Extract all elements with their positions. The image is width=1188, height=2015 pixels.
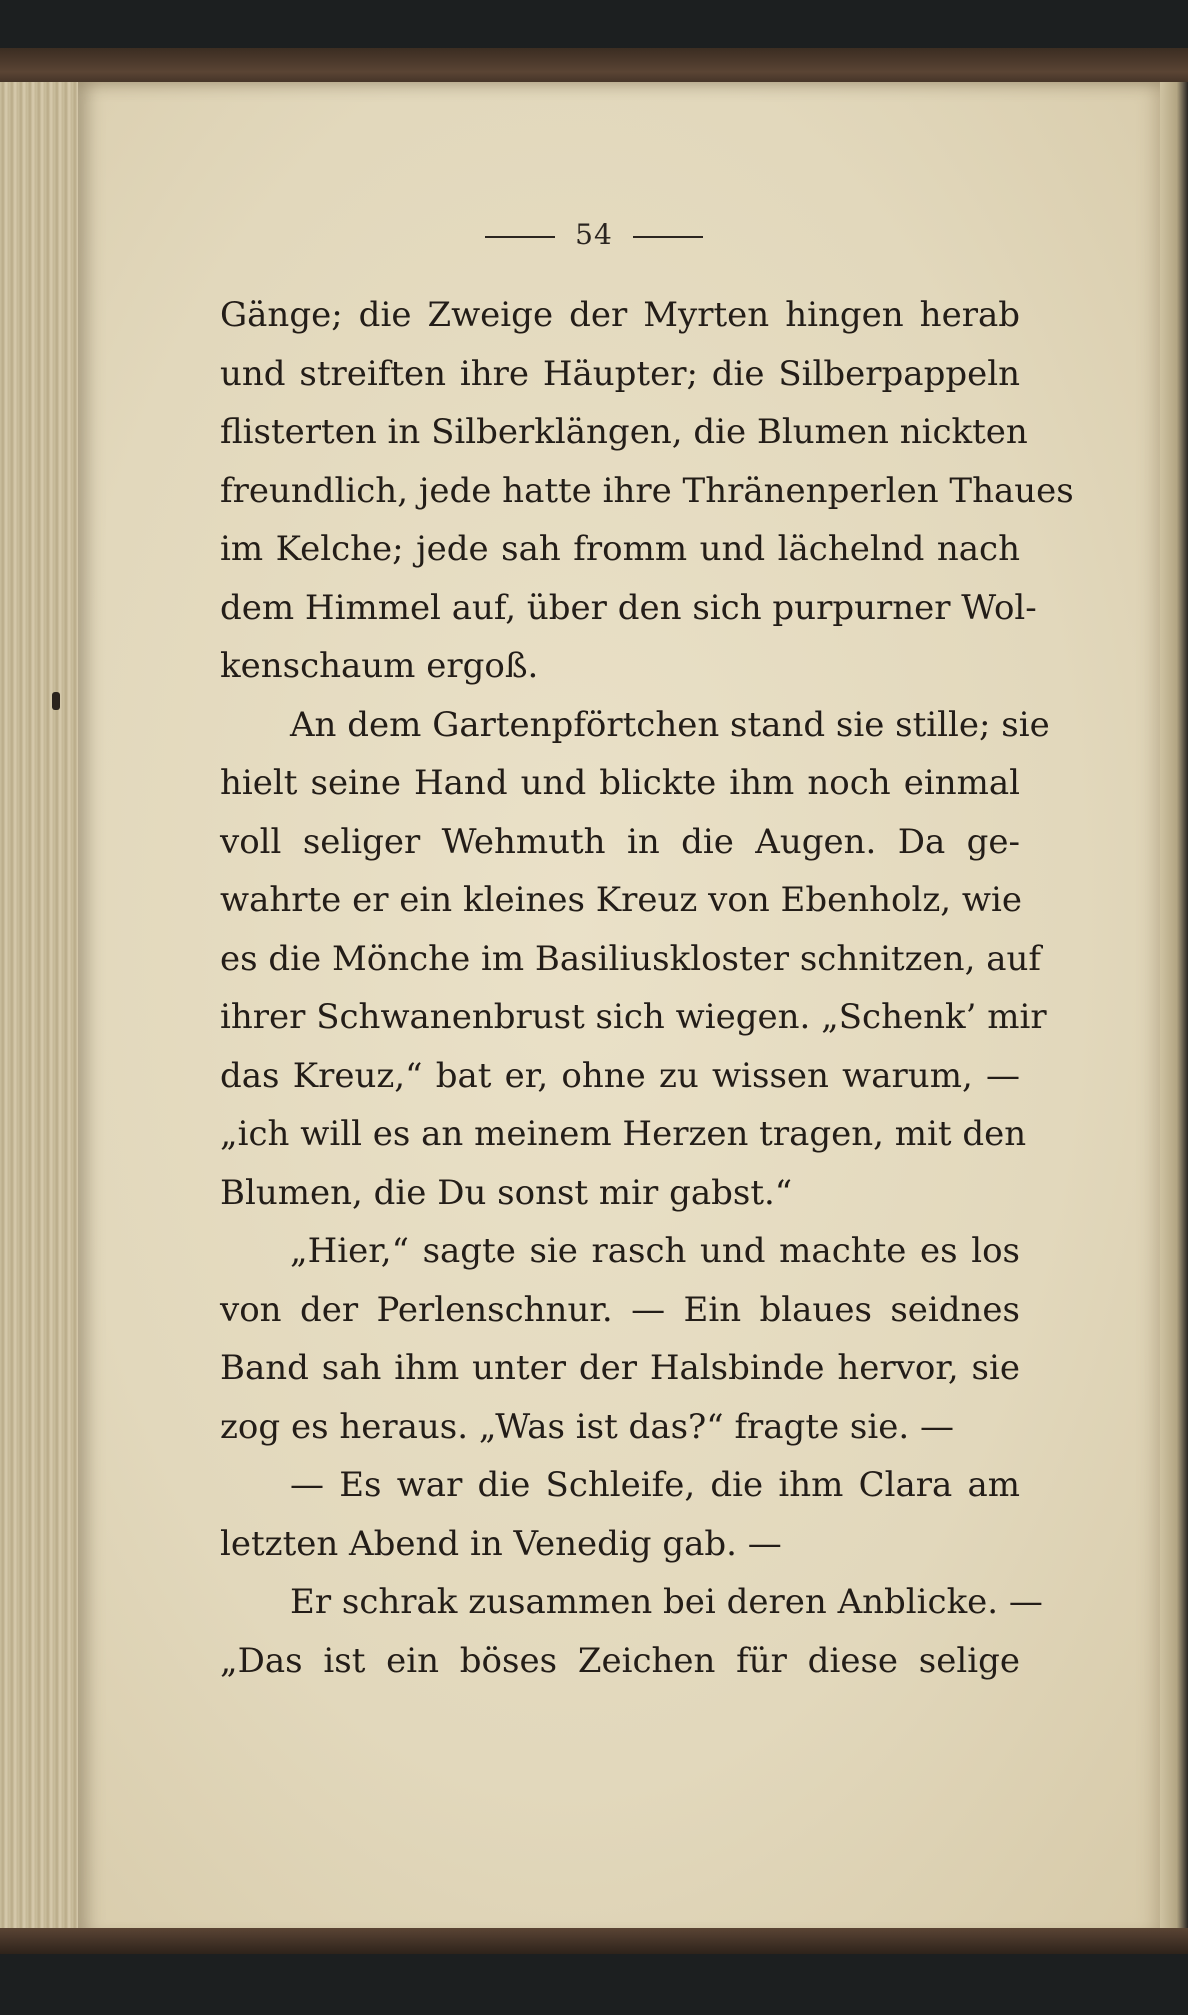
text-line: „ich will es an meinem Herzen tragen, mit den: [220, 1114, 1027, 1154]
text-line: Er schrak zusammen bei deren Anblicke. —: [290, 1582, 1043, 1622]
text-line: „Hier,“ sagte sie rasch und machte es los: [290, 1231, 1020, 1271]
text-line: und streiften ihre Häupter; die Silberpappeln: [220, 353, 1020, 394]
text-line: Band sah ihm unter der Halsbinde hervor, sie: [220, 1348, 1020, 1388]
text-line: zog es heraus. „Was ist das?“ fragte sie. —: [220, 1406, 954, 1447]
text-line: wahrte er ein kleines Kreuz von Ebenholz, wie: [220, 880, 1022, 920]
text-line: voll seliger Wehmuth in die Augen. Da ge-: [220, 821, 1020, 862]
header-ornament-right: [633, 236, 703, 238]
text-line: flisterten in Silberklängen, die Blumen nickten: [220, 412, 1028, 452]
text-line: im Kelche; jede sah fromm und lächelnd nach: [220, 529, 1020, 569]
book-cover-edge-bottom: [0, 1928, 1188, 1954]
page-right-edge: [1160, 82, 1188, 1940]
text-line: freundlich, jede hatte ihre Thränenperlen Thaues: [220, 470, 1074, 511]
text-line: ihrer Schwanenbrust sich wiegen. „Schenk’ mir: [220, 997, 1047, 1037]
text-line: das Kreuz,“ bat er, ohne zu wissen warum, —: [220, 1055, 1020, 1096]
text-line: Blumen, die Du sonst mir gabst.“: [220, 1172, 793, 1213]
text-line: letzten Abend in Venedig gab. —: [220, 1523, 782, 1564]
text-line: hielt seine Hand und blickte ihm noch einmal: [220, 763, 1020, 803]
text-line: An dem Gartenpförtchen stand sie stille; sie: [290, 704, 1050, 745]
page-header: [0, 218, 1188, 251]
page-number: 54: [575, 218, 613, 251]
text-line: Gänge; die Zweige der Myrten hingen herab: [220, 295, 1020, 335]
body-text: [220, 286, 1074, 1690]
header-ornament-left: [485, 236, 555, 238]
text-line: „Das ist ein böses Zeichen für diese selige: [220, 1640, 1020, 1681]
text-line: dem Himmel auf, über den sich purpurner Wol-: [220, 587, 1037, 628]
text-line: kenschaum ergoß.: [220, 646, 539, 686]
text-line: es die Mönche im Basiliuskloster schnitzen, auf: [220, 938, 1041, 979]
text-line: von der Perlenschnur. — Ein blaues seidnes: [220, 1289, 1020, 1330]
text-line: — Es war die Schleife, die ihm Clara am: [290, 1465, 1020, 1505]
ink-blot: [52, 692, 60, 710]
